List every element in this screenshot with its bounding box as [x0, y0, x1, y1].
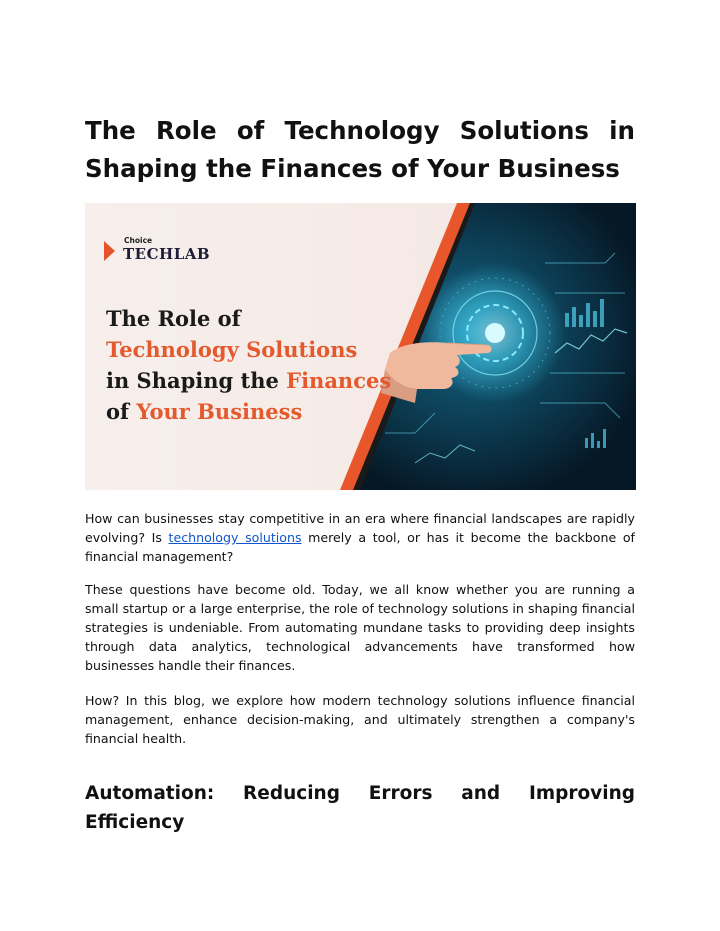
- document-page: [85, 112, 635, 837]
- logo-chevron-icon: [104, 241, 115, 261]
- hero-headline: [106, 303, 426, 427]
- technology-solutions-link[interactable]: technology solutions: [168, 530, 302, 545]
- hero-line-3-b: Finances: [286, 368, 392, 393]
- hero-image: [85, 203, 636, 490]
- hero-line-4: [106, 396, 426, 427]
- hero-line-4-b: Your Business: [136, 399, 303, 424]
- blog-overview-paragraph: How? In this blog, we explore how modern technology solutions influence financial management, enhance decision-making, and ultimately strengthen a company's financial health.: [85, 693, 635, 746]
- logo-big-text: TECHLAB: [123, 245, 211, 263]
- hero-line-3-a: in Shaping the: [106, 368, 287, 393]
- hero-line-2: Technology Solutions: [106, 337, 358, 362]
- intro-paragraph: [85, 509, 635, 566]
- context-paragraph: These questions have become old. Today, we all know whether you are running a small startup or a large enterprise, the role of technology solutions in shaping financial strategies is undeniable. From automating mundane tasks to providing deep insights through data analytics, technological advancements have transformed how businesses handle their finances.: [85, 582, 635, 673]
- article-title: The Role of Technology Solutions in Shaping the Finances of Your Business: [85, 116, 635, 183]
- choice-techlab-logo: [104, 236, 214, 266]
- hero-line-3: [106, 365, 426, 396]
- hero-line-4-a: of: [106, 399, 137, 424]
- hero-line-1: The Role of: [106, 306, 241, 331]
- intro-text-after: merely a tool, or has it become the backbone of financial management?: [85, 530, 635, 564]
- logo-small-text: Choice: [124, 236, 153, 245]
- automation-heading: Automation: Reducing Errors and Improving Efficiency: [85, 783, 635, 833]
- intro-text-before: How can businesses stay competitive in an era where financial landscapes are rapidly evolving? Is: [85, 511, 635, 545]
